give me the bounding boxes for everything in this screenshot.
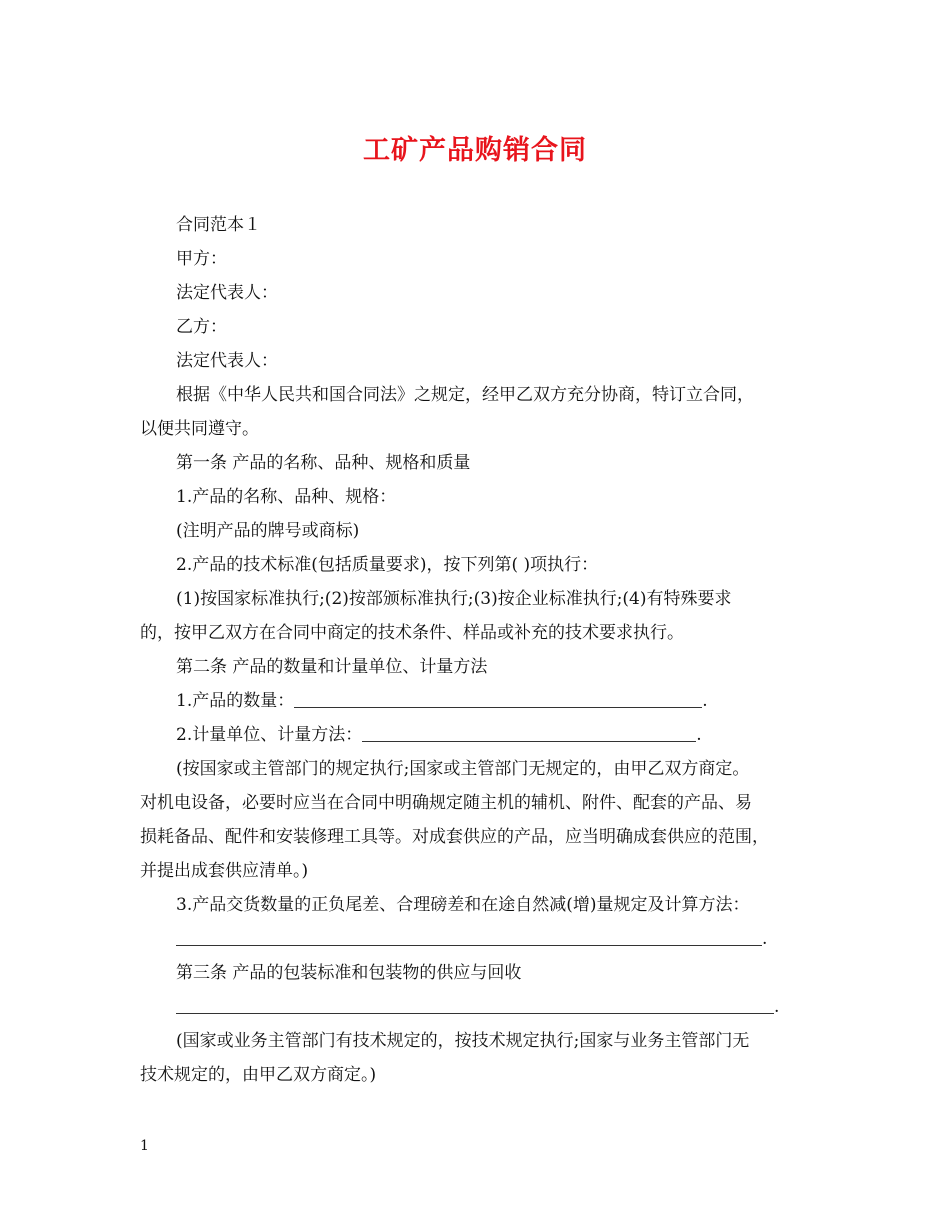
blank-end: . <box>696 725 702 745</box>
text-line: 1.产品的名称、品种、规格： <box>176 487 397 507</box>
text-line: 并提出成套供应清单。) <box>140 861 309 881</box>
text-line: 乙方： <box>176 317 227 337</box>
blank-field[interactable] <box>362 721 696 742</box>
blank-end: . <box>702 691 708 711</box>
text-line: 2.产品的技术标准(包括质量要求)，按下列第( )项执行： <box>176 555 599 575</box>
text-line: 以便共同遵守。 <box>140 419 259 439</box>
text-line: (按国家或主管部门的规定执行;国家或主管部门无规定的，由甲乙双方商定。 <box>176 759 750 779</box>
fill-line <box>140 922 816 956</box>
text-line: 技术规定的，由甲乙双方商定。) <box>140 1065 377 1085</box>
fill-line <box>140 684 816 718</box>
document-title: 工矿产品购销合同 <box>363 135 587 166</box>
blank-end: . <box>774 997 780 1017</box>
text-line: 法定代表人： <box>176 283 278 303</box>
document-body <box>140 208 816 1092</box>
text-line: 根据《中华人民共和国合同法》之规定，经甲乙双方充分协商，特订立合同， <box>176 385 754 405</box>
fill-line <box>140 718 816 752</box>
text-line: 甲方： <box>176 249 227 269</box>
blank-end: . <box>762 929 768 949</box>
text-line: 3.产品交货数量的正负尾差、合理磅差和在途自然减(增)量规定及计算方法： <box>176 895 750 915</box>
article-heading: 第一条 产品的名称、品种、规格和质量 <box>176 453 471 473</box>
blank-field[interactable] <box>294 687 702 708</box>
blank-field[interactable] <box>176 993 774 1014</box>
text-line: 的，按甲乙双方在合同中商定的技术条件、样品或补充的技术要求执行。 <box>140 623 684 643</box>
fill-label: 1.产品的数量： <box>176 691 295 711</box>
text-line: (注明产品的牌号或商标) <box>176 521 360 541</box>
blank-field[interactable] <box>176 925 762 946</box>
fill-label: 2.计量单位、计量方法： <box>176 725 363 745</box>
text-line: 合同范本１ <box>176 215 261 235</box>
page-number: 1 <box>140 1138 149 1154</box>
article-heading: 第二条 产品的数量和计量单位、计量方法 <box>176 657 488 677</box>
fill-line <box>140 990 816 1024</box>
article-heading: 第三条 产品的包装标准和包装物的供应与回收 <box>176 963 522 983</box>
text-line: 对机电设备，必要时应当在合同中明确规定随主机的辅机、附件、配套的产品、易 <box>140 793 752 813</box>
text-line: (国家或业务主管部门有技术规定的，按技术规定执行;国家与业务主管部门无 <box>176 1031 750 1051</box>
text-line: (1)按国家标准执行;(2)按部颁标准执行;(3)按企业标准执行;(4)有特殊要求 <box>176 589 732 609</box>
text-line: 损耗备品、配件和安装修理工具等。对成套供应的产品，应当明确成套供应的范围， <box>140 827 769 847</box>
text-line: 法定代表人： <box>176 351 278 371</box>
